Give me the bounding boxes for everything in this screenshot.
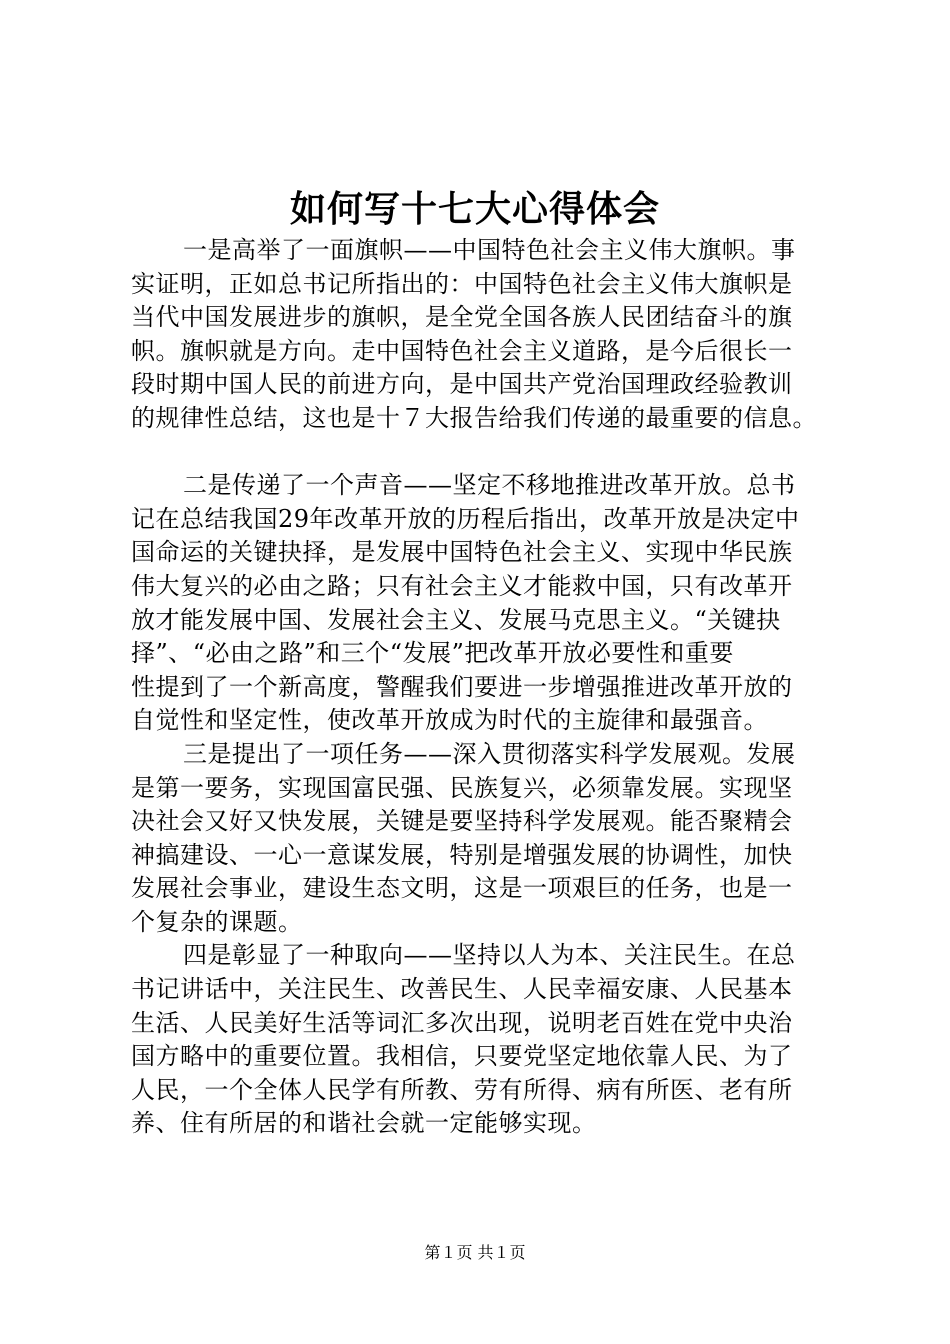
text-line: 自觉性和坚定性，使改革开放成为时代的主旋律和最强音。 <box>131 706 768 735</box>
text-line: 一是高举了一面旗帜——中国特色社会主义伟大旗帜。事 <box>183 236 796 264</box>
text-line: 段时期中国人民的前进方向，是中国共产党治国理政经验教训 <box>131 370 793 399</box>
text-line: 性提到了一个新高度，警醒我们要进一步增强推进改革开放的 <box>131 672 793 701</box>
text-line: 的规律性总结，这也是十７大报告给我们传递的最重要的信息。 <box>131 403 817 432</box>
paragraph-2 <box>131 469 843 738</box>
paragraph-spacer <box>131 436 843 470</box>
text-line: 书记讲话中，关注民生、改善民生、人民幸福安康、人民基本 <box>131 975 793 1004</box>
text-line: 伟大复兴的必由之路；只有社会主义才能救中国，只有改革开 <box>131 571 793 600</box>
paragraph-4 <box>131 939 843 1141</box>
text-line: 人民，一个全体人民学有所教、劳有所得、病有所医、老有所 <box>131 1075 793 1104</box>
text-line: 实证明，正如总书记所指出的：中国特色社会主义伟大旗帜是 <box>131 269 793 298</box>
text-line: 择”、“必由之路”和三个“发展”把改革开放必要性和重要 <box>131 639 734 668</box>
page-footer: 第１页 共１页 <box>424 1243 526 1262</box>
text-line: 决社会又好又快发展，关键是要坚持科学发展观。能否聚精会 <box>131 807 793 836</box>
paragraph-3 <box>131 738 843 940</box>
text-line: 当代中国发展进步的旗帜，是全党全国各族人民团结奋斗的旗 <box>131 303 793 332</box>
text-line: 三是提出了一项任务——深入贯彻落实科学发展观。发展 <box>183 739 796 768</box>
text-line: 记在总结我国29年改革开放的历程后指出，改革开放是决定中 <box>131 504 800 533</box>
text-line: 生活、人民美好生活等词汇多次出现，说明老百姓在党中央治 <box>131 1008 793 1037</box>
text-line: 养、住有所居的和谐社会就一定能够实现。 <box>131 1109 597 1138</box>
paragraph-1 <box>131 234 843 436</box>
text-line: 神搞建设、一心一意谋发展，特别是增强发展的协调性，加快 <box>131 840 793 869</box>
text-line: 放才能发展中国、发展社会主义、发展马克思主义。“关键抉 <box>131 605 781 634</box>
text-line: 二是传递了一个声音——坚定不移地推进改革开放。总书 <box>183 471 796 500</box>
text-line: 四是彰显了一种取向——坚持以人为本、关注民生。在总 <box>183 941 796 970</box>
document-body <box>131 234 843 1141</box>
text-line: 发展社会事业，建设生态文明，这是一项艰巨的任务，也是一 <box>131 874 793 903</box>
text-line: 国命运的关键抉择，是发展中国特色社会主义、实现中华民族 <box>131 538 793 567</box>
text-line: 是第一要务，实现国富民强、民族复兴，必须靠发展。实现坚 <box>131 773 793 802</box>
text-line: 国方略中的重要位置。我相信，只要党坚定地依靠人民、为了 <box>131 1042 793 1071</box>
text-line: 个复杂的课题。 <box>131 907 303 936</box>
document-title: 如何写十七大心得体会 <box>289 188 660 230</box>
text-line: 帜。旗帜就是方向。走中国特色社会主义道路，是今后很长一 <box>131 336 793 365</box>
